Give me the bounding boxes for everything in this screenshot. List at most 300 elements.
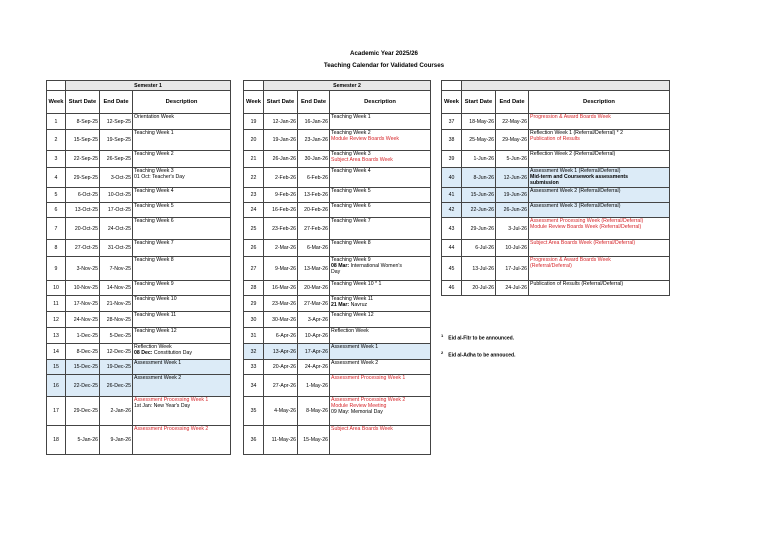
- blank-header-cell: [244, 81, 264, 91]
- table-row: [47, 397, 231, 426]
- col-header-end: End Date: [298, 91, 330, 114]
- description-line: 21 Mar: Navruz: [331, 302, 368, 308]
- week-cell: 42: [442, 203, 462, 218]
- week-cell: 33: [244, 360, 264, 375]
- description-cell: [330, 344, 431, 360]
- semester-2-table: [243, 80, 431, 455]
- end-date-cell: 20-Mar-26: [298, 281, 330, 296]
- start-date-cell: 24-Nov-25: [66, 312, 100, 328]
- description-line: Publication of Results: [530, 136, 580, 142]
- week-cell: 34: [244, 375, 264, 397]
- description-cell: [529, 114, 670, 130]
- blank-header-cell: [47, 81, 66, 91]
- table-row: [244, 257, 431, 281]
- description-line: Assessment Processing Week (Referral/Deferral): [530, 218, 644, 224]
- start-date-cell: 13-Apr-26: [264, 344, 298, 360]
- description-cell: [330, 296, 431, 312]
- week-cell: 8: [47, 240, 66, 257]
- table-row: [47, 168, 231, 188]
- description-line: Teaching Week 2: [331, 130, 371, 136]
- start-date-cell: 29-Jun-26: [462, 218, 496, 240]
- description-line: Assessment Processing Week 2: [134, 426, 209, 432]
- description-cell: [133, 312, 231, 328]
- semester-name: Semester 2: [264, 81, 431, 91]
- table-row: [244, 360, 431, 375]
- description-cell: [330, 426, 431, 455]
- end-date-cell: 21-Nov-25: [100, 296, 133, 312]
- description-cell: [133, 151, 231, 168]
- end-date-cell: 26-Sep-25: [100, 151, 133, 168]
- semester-name: [462, 81, 670, 91]
- description-cell: [330, 114, 431, 130]
- start-date-cell: 1-Dec-25: [66, 328, 100, 344]
- description-cell: [133, 397, 231, 426]
- description-cell: [133, 188, 231, 203]
- week-cell: 19: [244, 114, 264, 130]
- table-row: [244, 312, 431, 328]
- end-date-cell: 19-Sep-25: [100, 130, 133, 151]
- description-line: 09 May: Memorial Day: [331, 409, 383, 415]
- description-line: Mid-term and Coursework assessments: [530, 174, 629, 180]
- table-row: [244, 203, 431, 218]
- semester-header-row: [442, 81, 670, 91]
- start-date-cell: 4-May-26: [264, 397, 298, 426]
- end-date-cell: 19-Jun-26: [496, 188, 529, 203]
- week-cell: 14: [47, 344, 66, 360]
- description-line: Teaching Week 3: [134, 168, 174, 174]
- col-header-start: Start Date: [462, 91, 496, 114]
- end-date-cell: 12-Jun-26: [496, 168, 529, 188]
- description-line: Teaching Week 5: [134, 203, 174, 209]
- description-cell: [529, 188, 670, 203]
- semester-1-table: [46, 80, 231, 455]
- description-line: Publication of Results (Referral/Deferral): [530, 281, 624, 287]
- table-row: [442, 114, 670, 130]
- week-cell: 32: [244, 344, 264, 360]
- start-date-cell: 17-Nov-25: [66, 296, 100, 312]
- week-cell: 18: [47, 426, 66, 455]
- table-row: [244, 240, 431, 257]
- description-line: 08 Mar: International Women's: [331, 263, 402, 269]
- table-row: [47, 151, 231, 168]
- table-row: [244, 296, 431, 312]
- table-row: [47, 240, 231, 257]
- description-cell: [529, 130, 670, 151]
- description-line: Assessment Week 2: [134, 375, 182, 381]
- start-date-cell: 6-Jul-26: [462, 240, 496, 257]
- end-date-cell: 14-Nov-25: [100, 281, 133, 296]
- col-header-week: Week: [244, 91, 264, 114]
- description-line: Teaching Week 10: [134, 296, 177, 302]
- start-date-cell: 23-Feb-26: [264, 218, 298, 240]
- date-prefix: 08 Dec:: [134, 350, 153, 356]
- start-date-cell: 20-Oct-25: [66, 218, 100, 240]
- description-cell: [133, 203, 231, 218]
- table-row: [47, 188, 231, 203]
- description-cell: [133, 328, 231, 344]
- table-row: [244, 344, 431, 360]
- week-cell: 9: [47, 257, 66, 281]
- semester-header-row: [244, 81, 431, 91]
- description-line: 08 Dec: Constitution Day: [134, 350, 192, 356]
- end-date-cell: 2-Jan-26: [100, 397, 133, 426]
- end-date-cell: 12-Dec-25: [100, 344, 133, 360]
- start-date-cell: 27-Oct-25: [66, 240, 100, 257]
- start-date-cell: 10-Nov-25: [66, 281, 100, 296]
- description-line: Teaching Week 12: [331, 312, 374, 318]
- table-row: [47, 281, 231, 296]
- description-cell: [529, 218, 670, 240]
- start-date-cell: 13-Oct-25: [66, 203, 100, 218]
- description-line: 01 Oct: Teacher's Day: [134, 174, 185, 180]
- week-cell: 6: [47, 203, 66, 218]
- start-date-cell: 2-Mar-26: [264, 240, 298, 257]
- description-line: Day: [331, 269, 341, 275]
- week-cell: 38: [442, 130, 462, 151]
- end-date-cell: 1-May-26: [298, 375, 330, 397]
- start-date-cell: 30-Mar-26: [264, 312, 298, 328]
- description-cell: [330, 203, 431, 218]
- end-date-cell: 7-Nov-25: [100, 257, 133, 281]
- table-row: [244, 426, 431, 455]
- end-date-cell: 17-Jul-26: [496, 257, 529, 281]
- description-cell: [330, 312, 431, 328]
- footnote-1: $^1$Eid al-Fitr to be announced.: [441, 333, 515, 342]
- end-date-cell: 13-Feb-26: [298, 188, 330, 203]
- description-line: Progression & Award Boards Week: [530, 114, 611, 120]
- end-date-cell: 29-May-26: [496, 130, 529, 151]
- description-line: Teaching Week 2: [134, 151, 174, 157]
- column-header-row: [244, 91, 431, 114]
- description-line: Reflection Week 1 (Referral/Deferral) * 2: [530, 130, 624, 136]
- description-cell: [133, 240, 231, 257]
- week-cell: 37: [442, 114, 462, 130]
- end-date-cell: 19-Dec-25: [100, 360, 133, 375]
- description-line: Teaching Week 8: [134, 257, 174, 263]
- table-row: [47, 257, 231, 281]
- table-row: [47, 328, 231, 344]
- start-date-cell: 13-Jul-26: [462, 257, 496, 281]
- description-line: Teaching Week 6: [134, 218, 174, 224]
- table-row: [47, 375, 231, 397]
- week-cell: 20: [244, 130, 264, 151]
- end-date-cell: 16-Jan-26: [298, 114, 330, 130]
- week-cell: 41: [442, 188, 462, 203]
- table-row: [244, 397, 431, 426]
- description-cell: [529, 240, 670, 257]
- description-line: Teaching Week 12: [134, 328, 177, 334]
- table-row: [47, 296, 231, 312]
- end-date-cell: 10-Oct-25: [100, 188, 133, 203]
- description-line: Module Review Meeting: [331, 403, 387, 409]
- col-header-end: End Date: [496, 91, 529, 114]
- description-line: Assessment Week 2: [331, 360, 379, 366]
- description-line: Assessment Processing Week 1: [134, 397, 209, 403]
- description-line: Teaching Week 7: [134, 240, 174, 246]
- table-row: [442, 203, 670, 218]
- end-date-cell: 5-Dec-25: [100, 328, 133, 344]
- end-date-cell: 22-May-26: [496, 114, 529, 130]
- week-cell: 1: [47, 114, 66, 130]
- week-cell: 5: [47, 188, 66, 203]
- end-date-cell: 3-Jul-26: [496, 218, 529, 240]
- description-cell: [133, 218, 231, 240]
- description-cell: [133, 281, 231, 296]
- description-cell: [330, 360, 431, 375]
- description-cell: [330, 375, 431, 397]
- start-date-cell: 15-Sep-25: [66, 130, 100, 151]
- week-cell: 26: [244, 240, 264, 257]
- description-cell: [133, 114, 231, 130]
- description-cell: [133, 344, 231, 360]
- description-line: Assessment Week 1: [331, 344, 379, 350]
- col-header-desc: Description: [330, 91, 431, 114]
- end-date-cell: 10-Jul-26: [496, 240, 529, 257]
- description-line: Teaching Week 1: [331, 114, 371, 120]
- description-line: Subject Area Boards Week (Referral/Deferral): [530, 240, 636, 246]
- description-line: Reflection Week: [134, 344, 172, 350]
- end-date-cell: 13-Mar-26: [298, 257, 330, 281]
- blank-header-cell: [442, 81, 462, 91]
- start-date-cell: 25-May-26: [462, 130, 496, 151]
- description-line: Assessment Processing Week 1: [331, 375, 406, 381]
- table-row: [244, 168, 431, 188]
- end-date-cell: 5-Jun-26: [496, 151, 529, 168]
- col-header-week: Week: [442, 91, 462, 114]
- description-cell: [330, 130, 431, 151]
- week-cell: 13: [47, 328, 66, 344]
- description-cell: [330, 397, 431, 426]
- end-date-cell: 9-Jan-26: [100, 426, 133, 455]
- description-cell: [330, 240, 431, 257]
- description-line: Module Review Boards Week (Referral/Deferral): [530, 224, 642, 230]
- description-cell: [529, 203, 670, 218]
- week-cell: 43: [442, 218, 462, 240]
- description-cell: [133, 168, 231, 188]
- page-subtitle: Teaching Calendar for Validated Courses: [323, 62, 445, 69]
- semester-header-row: [47, 81, 231, 91]
- week-cell: 25: [244, 218, 264, 240]
- start-date-cell: 8-Jun-26: [462, 168, 496, 188]
- start-date-cell: 22-Dec-25: [66, 375, 100, 397]
- table-row: [442, 218, 670, 240]
- date-prefix: 08 Mar:: [331, 263, 350, 269]
- end-date-cell: 15-May-26: [298, 426, 330, 455]
- start-date-cell: 16-Mar-26: [264, 281, 298, 296]
- description-line: Teaching Week 9: [331, 257, 371, 263]
- description-line: Teaching Week 9: [134, 281, 174, 287]
- start-date-cell: 27-Apr-26: [264, 375, 298, 397]
- week-cell: 28: [244, 281, 264, 296]
- end-date-cell: 23-Jan-26: [298, 130, 330, 151]
- start-date-cell: 20-Apr-26: [264, 360, 298, 375]
- week-cell: 45: [442, 257, 462, 281]
- description-line: Teaching Week 4: [134, 188, 174, 194]
- start-date-cell: 29-Dec-25: [66, 397, 100, 426]
- table-row: [442, 257, 670, 281]
- description-line: Teaching Week 4: [331, 168, 371, 174]
- start-date-cell: 8-Dec-25: [66, 344, 100, 360]
- week-cell: 30: [244, 312, 264, 328]
- end-date-cell: 31-Oct-25: [100, 240, 133, 257]
- description-line: Teaching Week 6: [331, 203, 371, 209]
- end-date-cell: 24-Oct-25: [100, 218, 133, 240]
- table-row: [442, 281, 670, 296]
- table-row: [244, 375, 431, 397]
- table-row: [442, 168, 670, 188]
- week-cell: 3: [47, 151, 66, 168]
- footnote-2: $^2$Eid al-Adha to be annouced.: [441, 350, 516, 359]
- description-line: Teaching Week 10 * 1: [331, 281, 382, 287]
- semester-3-table: [441, 80, 670, 296]
- table-row: [47, 114, 231, 130]
- week-cell: 10: [47, 281, 66, 296]
- end-date-cell: 8-May-26: [298, 397, 330, 426]
- end-date-cell: 10-Apr-26: [298, 328, 330, 344]
- end-date-cell: 26-Jun-26: [496, 203, 529, 218]
- week-cell: 29: [244, 296, 264, 312]
- col-header-desc: Description: [529, 91, 670, 114]
- week-cell: 46: [442, 281, 462, 296]
- col-header-desc: Description: [133, 91, 231, 114]
- date-prefix: 21 Mar:: [331, 302, 350, 308]
- description-line: Subject Area Boards Week: [331, 426, 393, 432]
- table-row: [47, 130, 231, 151]
- description-line: Module Review Boards Week: [331, 136, 399, 142]
- start-date-cell: 6-Apr-26: [264, 328, 298, 344]
- description-cell: [133, 296, 231, 312]
- table-row: [47, 312, 231, 328]
- col-header-end: End Date: [100, 91, 133, 114]
- description-cell: [133, 426, 231, 455]
- description-cell: [330, 168, 431, 188]
- start-date-cell: 19-Jan-26: [264, 130, 298, 151]
- week-cell: 39: [442, 151, 462, 168]
- description-line: Assessment Processing Week 2: [331, 397, 406, 403]
- page-title: Academic Year 2025/26: [349, 50, 418, 57]
- description-cell: [529, 281, 670, 296]
- description-line: 1st Jan: New Year's Day: [134, 403, 191, 409]
- end-date-cell: 17-Oct-25: [100, 203, 133, 218]
- start-date-cell: 12-Jan-26: [264, 114, 298, 130]
- column-header-row: [47, 91, 231, 114]
- start-date-cell: 15-Jun-26: [462, 188, 496, 203]
- table-row: [47, 218, 231, 240]
- end-date-cell: 12-Sep-25: [100, 114, 133, 130]
- start-date-cell: 3-Nov-25: [66, 257, 100, 281]
- start-date-cell: 23-Mar-26: [264, 296, 298, 312]
- table-row: [244, 281, 431, 296]
- week-cell: 7: [47, 218, 66, 240]
- week-cell: 22: [244, 168, 264, 188]
- week-cell: 23: [244, 188, 264, 203]
- week-cell: 24: [244, 203, 264, 218]
- start-date-cell: 9-Feb-26: [264, 188, 298, 203]
- week-cell: 12: [47, 312, 66, 328]
- week-cell: 44: [442, 240, 462, 257]
- start-date-cell: 29-Sep-25: [66, 168, 100, 188]
- start-date-cell: 6-Oct-25: [66, 188, 100, 203]
- start-date-cell: 8-Sep-25: [66, 114, 100, 130]
- end-date-cell: 27-Feb-26: [298, 218, 330, 240]
- start-date-cell: 1-Jun-26: [462, 151, 496, 168]
- description-line: (Referral/Deferral): [530, 263, 572, 269]
- week-cell: 40: [442, 168, 462, 188]
- week-cell: 21: [244, 151, 264, 168]
- description-line: Reflection Week 2 (Referral/Deferral): [530, 151, 616, 157]
- week-cell: 35: [244, 397, 264, 426]
- table-row: [442, 188, 670, 203]
- table-row: [442, 240, 670, 257]
- col-header-start: Start Date: [264, 91, 298, 114]
- description-cell: [330, 188, 431, 203]
- description-line: submission: [530, 180, 559, 186]
- description-line: Orientation Week: [134, 114, 174, 120]
- end-date-cell: 6-Feb-26: [298, 168, 330, 188]
- table-row: [244, 114, 431, 130]
- end-date-cell: 30-Jan-26: [298, 151, 330, 168]
- table-row: [244, 151, 431, 168]
- table-row: [47, 360, 231, 375]
- table-row: [244, 130, 431, 151]
- description-cell: [330, 281, 431, 296]
- description-line: Assessment Week 1: [134, 360, 182, 366]
- table-row: [442, 151, 670, 168]
- start-date-cell: 2-Feb-26: [264, 168, 298, 188]
- table-row: [47, 426, 231, 455]
- semester-name: Semester 1: [66, 81, 231, 91]
- week-cell: 4: [47, 168, 66, 188]
- start-date-cell: 22-Sep-25: [66, 151, 100, 168]
- description-line: Teaching Week 1: [134, 130, 174, 136]
- description-line: Teaching Week 8: [331, 240, 371, 246]
- end-date-cell: 26-Dec-25: [100, 375, 133, 397]
- week-cell: 36: [244, 426, 264, 455]
- description-line: Teaching Week 11: [331, 296, 374, 302]
- table-row: [47, 203, 231, 218]
- description-cell: [330, 328, 431, 344]
- description-cell: [133, 130, 231, 151]
- end-date-cell: 17-Apr-26: [298, 344, 330, 360]
- start-date-cell: 18-May-26: [462, 114, 496, 130]
- description-line: Assessment Week 1 (Referral/Deferral): [530, 168, 621, 174]
- end-date-cell: 27-Mar-26: [298, 296, 330, 312]
- table-row: [244, 188, 431, 203]
- start-date-cell: 15-Dec-25: [66, 360, 100, 375]
- description-cell: [133, 360, 231, 375]
- start-date-cell: 16-Feb-26: [264, 203, 298, 218]
- week-cell: 2: [47, 130, 66, 151]
- description-line: Subject Area Boards Week: [331, 157, 393, 163]
- start-date-cell: 20-Jul-26: [462, 281, 496, 296]
- week-cell: 15: [47, 360, 66, 375]
- start-date-cell: 22-Jun-26: [462, 203, 496, 218]
- week-cell: 27: [244, 257, 264, 281]
- description-cell: [133, 375, 231, 397]
- description-cell: [330, 257, 431, 281]
- start-date-cell: 26-Jan-26: [264, 151, 298, 168]
- description-cell: [529, 257, 670, 281]
- description-cell: [529, 151, 670, 168]
- description-line: Progression & Award Boards Week: [530, 257, 611, 263]
- end-date-cell: 6-Mar-26: [298, 240, 330, 257]
- week-cell: 31: [244, 328, 264, 344]
- end-date-cell: 3-Oct-25: [100, 168, 133, 188]
- description-cell: [133, 257, 231, 281]
- col-header-start: Start Date: [66, 91, 100, 114]
- description-cell: [330, 218, 431, 240]
- start-date-cell: 11-May-26: [264, 426, 298, 455]
